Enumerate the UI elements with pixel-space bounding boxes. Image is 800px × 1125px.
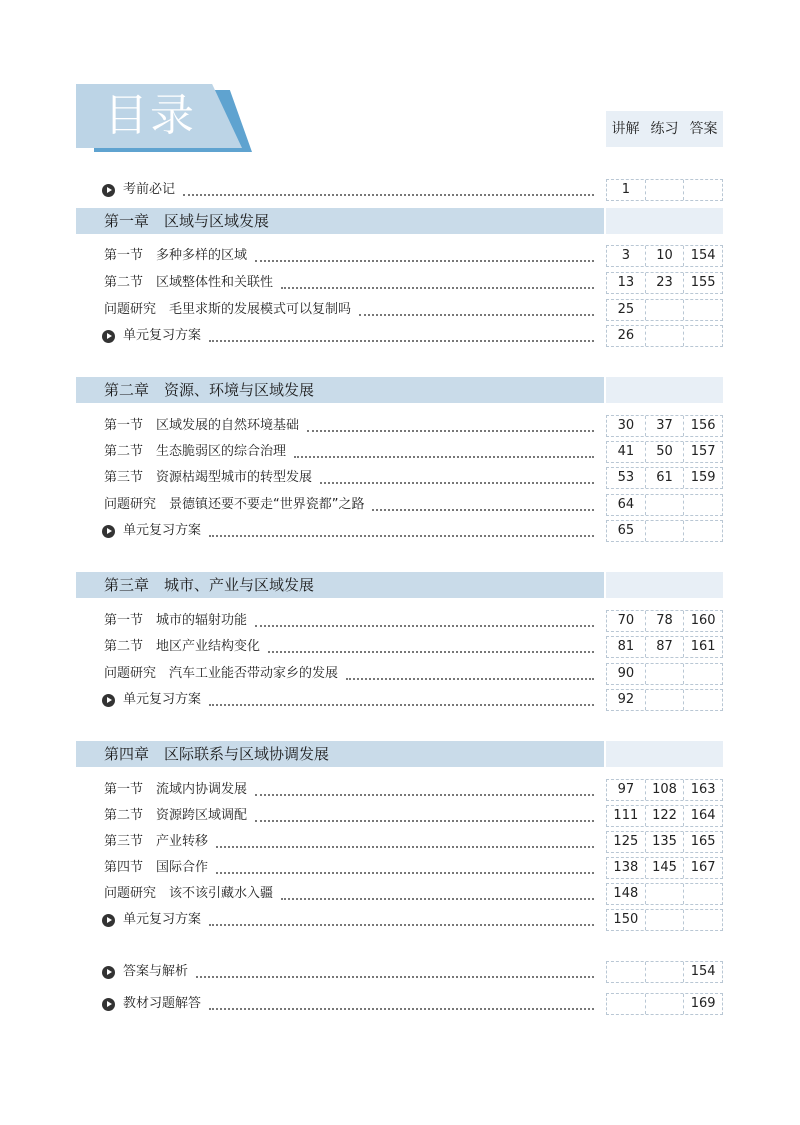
page-answers: 163 <box>690 782 716 797</box>
page-practice <box>646 521 685 541</box>
entry-label: 第二节 生态脆弱区的综合治理 <box>104 444 287 459</box>
page-practice <box>646 690 685 710</box>
page-answers: 155 <box>690 275 716 290</box>
toc-entry-textbook-solutions[interactable] <box>104 994 600 1014</box>
entry-label: 问题研究 景德镇还要不要走“世界瓷都”之路 <box>104 497 365 512</box>
dot-leader <box>255 810 594 822</box>
dot-leader <box>281 888 594 900</box>
entry-label: 问题研究 汽车工业能否带动家乡的发展 <box>104 666 339 681</box>
page-answers <box>684 884 722 904</box>
chapter-heading-cells <box>606 741 723 767</box>
page-answers: 156 <box>690 418 716 433</box>
page-number-cells <box>606 663 723 685</box>
dot-leader <box>255 784 594 796</box>
page-number-cells <box>606 961 723 983</box>
page-practice <box>646 180 685 200</box>
toc-entry[interactable] <box>104 442 600 462</box>
page-practice: 108 <box>646 780 685 800</box>
toc-entry[interactable] <box>104 495 600 515</box>
chapter-heading-cells <box>606 572 723 598</box>
entry-label: 第一节 流域内协调发展 <box>104 782 248 797</box>
page-title: 目录 <box>104 90 196 141</box>
column-header-lecture: 讲解 <box>611 121 640 137</box>
entry-label: 答案与解析 <box>123 964 189 979</box>
page-number-cells <box>606 415 723 437</box>
page-answers <box>684 664 722 684</box>
entry-label: 单元复习方案 <box>123 692 202 707</box>
page-practice: 37 <box>646 416 685 436</box>
page-number-cells <box>606 245 723 267</box>
chapter-heading[interactable]: 第三章 城市、产业与区域发展 <box>76 572 604 598</box>
entry-label: 教材习题解答 <box>123 996 202 1011</box>
page-lecture: 65 <box>607 521 646 541</box>
toc-entry[interactable] <box>104 806 600 826</box>
page-practice <box>646 910 685 930</box>
dot-leader <box>209 330 594 342</box>
chapter-heading[interactable]: 第四章 区际联系与区域协调发展 <box>76 741 604 767</box>
page-number-cells <box>606 325 723 347</box>
dot-leader <box>346 668 594 680</box>
entry-label: 单元复习方案 <box>123 912 202 927</box>
page-number-cells <box>606 441 723 463</box>
column-headers <box>606 111 723 147</box>
page-practice: 87 <box>646 637 685 657</box>
page-answers: 160 <box>690 613 716 628</box>
page-number-cells <box>606 993 723 1015</box>
page-lecture: 1 <box>607 180 646 200</box>
page-lecture: 90 <box>607 664 646 684</box>
dot-leader <box>359 304 594 316</box>
page-practice <box>646 495 685 515</box>
toc-entry[interactable] <box>104 884 600 904</box>
page-lecture: 148 <box>607 884 646 904</box>
toc-entry[interactable] <box>104 300 600 320</box>
page-answers <box>684 326 722 346</box>
page-practice <box>646 664 685 684</box>
dot-leader <box>216 836 594 848</box>
page-number-cells <box>606 909 723 931</box>
page-answers: 169 <box>690 996 716 1011</box>
page-answers: 154 <box>690 964 716 979</box>
dot-leader <box>209 694 594 706</box>
toc-entry[interactable] <box>104 780 600 800</box>
dot-leader <box>216 862 594 874</box>
page-practice: 61 <box>646 468 685 488</box>
toc-entry[interactable] <box>104 832 600 852</box>
page-number-cells <box>606 636 723 658</box>
play-bullet-icon <box>102 998 115 1011</box>
page-number-cells <box>606 299 723 321</box>
dot-leader <box>268 641 594 653</box>
page-practice: 50 <box>646 442 685 462</box>
page-practice <box>646 994 685 1014</box>
page-lecture: 70 <box>607 611 646 631</box>
page-practice: 23 <box>646 273 685 293</box>
page-answers <box>684 910 722 930</box>
page-lecture: 13 <box>607 273 646 293</box>
page-practice: 122 <box>646 806 685 826</box>
chapter-heading-cells <box>606 377 723 403</box>
toc-entry[interactable] <box>104 273 600 293</box>
page-number-cells <box>606 779 723 801</box>
toc-entry-review[interactable] <box>104 521 600 541</box>
entry-label: 第二节 区域整体性和关联性 <box>104 275 274 290</box>
page-answers: 165 <box>690 834 716 849</box>
toc-entry[interactable] <box>104 664 600 684</box>
page-number-cells <box>606 494 723 516</box>
chapter-heading[interactable]: 第二章 资源、环境与区域发展 <box>76 377 604 403</box>
entry-label: 问题研究 该不该引藏水入疆 <box>104 886 274 901</box>
page-answers: 164 <box>690 808 716 823</box>
title-banner <box>76 84 256 154</box>
page-answers: 154 <box>690 248 716 263</box>
page-practice: 135 <box>646 832 685 852</box>
entry-label: 单元复习方案 <box>123 523 202 538</box>
entry-label: 单元复习方案 <box>123 328 202 343</box>
toc-entry-review[interactable] <box>104 690 600 710</box>
toc-entry-answers[interactable] <box>104 962 600 982</box>
chapter-heading[interactable]: 第一章 区域与区域发展 <box>76 208 604 234</box>
page-answers <box>684 521 722 541</box>
page-practice: 145 <box>646 858 685 878</box>
toc-entry[interactable] <box>104 468 600 488</box>
page-number-cells <box>606 805 723 827</box>
column-header-answers: 答案 <box>689 121 718 137</box>
page-lecture: 25 <box>607 300 646 320</box>
page-answers: 157 <box>690 444 716 459</box>
page-answers <box>684 495 722 515</box>
page-number-cells <box>606 689 723 711</box>
toc-entry-review[interactable] <box>104 910 600 930</box>
page-practice <box>646 884 685 904</box>
page-answers <box>684 300 722 320</box>
page-number-cells <box>606 179 723 201</box>
toc-entry[interactable] <box>104 416 600 436</box>
page-lecture: 26 <box>607 326 646 346</box>
dot-leader <box>281 277 594 289</box>
page-lecture: 111 <box>607 806 646 826</box>
page-lecture: 30 <box>607 416 646 436</box>
entry-label: 第三节 资源枯竭型城市的转型发展 <box>104 470 313 485</box>
page-lecture <box>607 994 646 1014</box>
dot-leader <box>372 499 594 511</box>
page-answers <box>684 180 722 200</box>
dot-leader <box>209 998 594 1010</box>
page-lecture: 81 <box>607 637 646 657</box>
entry-label: 第一节 区域发展的自然环境基础 <box>104 418 300 433</box>
entry-label: 第一节 多种多样的区域 <box>104 248 248 263</box>
page-answers <box>684 690 722 710</box>
page-number-cells <box>606 610 723 632</box>
toc-entry-review[interactable] <box>104 326 600 346</box>
page-number-cells <box>606 467 723 489</box>
page-practice <box>646 962 685 982</box>
page-answers: 167 <box>690 860 716 875</box>
toc-entry[interactable] <box>104 858 600 878</box>
dot-leader <box>320 472 594 484</box>
toc-entry[interactable] <box>104 246 600 266</box>
page-lecture: 97 <box>607 780 646 800</box>
page-practice: 10 <box>646 246 685 266</box>
page-number-cells <box>606 831 723 853</box>
page-lecture <box>607 962 646 982</box>
dot-leader <box>196 966 594 978</box>
toc-entry[interactable] <box>104 637 600 657</box>
page-lecture: 138 <box>607 858 646 878</box>
entry-label: 考前必记 <box>123 182 176 197</box>
page-lecture: 125 <box>607 832 646 852</box>
page-lecture: 92 <box>607 690 646 710</box>
play-bullet-icon <box>102 694 115 707</box>
page-practice <box>646 326 685 346</box>
dot-leader <box>307 420 594 432</box>
page-practice <box>646 300 685 320</box>
page-number-cells <box>606 272 723 294</box>
play-bullet-icon <box>102 184 115 197</box>
dot-leader <box>183 184 594 196</box>
entry-label: 第二节 地区产业结构变化 <box>104 639 261 654</box>
page-lecture: 3 <box>607 246 646 266</box>
toc-entry[interactable] <box>104 611 600 631</box>
page-practice: 78 <box>646 611 685 631</box>
entry-label: 第一节 城市的辐射功能 <box>104 613 248 628</box>
play-bullet-icon <box>102 330 115 343</box>
toc-entry-intro[interactable] <box>104 180 600 200</box>
chapter-heading-cells <box>606 208 723 234</box>
dot-leader <box>209 914 594 926</box>
page-lecture: 41 <box>607 442 646 462</box>
dot-leader <box>255 615 594 627</box>
play-bullet-icon <box>102 914 115 927</box>
dot-leader <box>255 250 594 262</box>
page-lecture: 53 <box>607 468 646 488</box>
dot-leader <box>209 525 594 537</box>
column-header-practice: 练习 <box>650 121 679 137</box>
entry-label: 问题研究 毛里求斯的发展模式可以复制吗 <box>104 302 352 317</box>
page-number-cells <box>606 883 723 905</box>
play-bullet-icon <box>102 966 115 979</box>
dot-leader <box>294 446 594 458</box>
page-number-cells <box>606 857 723 879</box>
page-answers: 161 <box>690 639 716 654</box>
entry-label: 第四节 国际合作 <box>104 860 209 875</box>
page-lecture: 150 <box>607 910 646 930</box>
entry-label: 第三节 产业转移 <box>104 834 209 849</box>
page-number-cells <box>606 520 723 542</box>
page-lecture: 64 <box>607 495 646 515</box>
entry-label: 第二节 资源跨区域调配 <box>104 808 248 823</box>
play-bullet-icon <box>102 525 115 538</box>
page-answers: 159 <box>690 470 716 485</box>
